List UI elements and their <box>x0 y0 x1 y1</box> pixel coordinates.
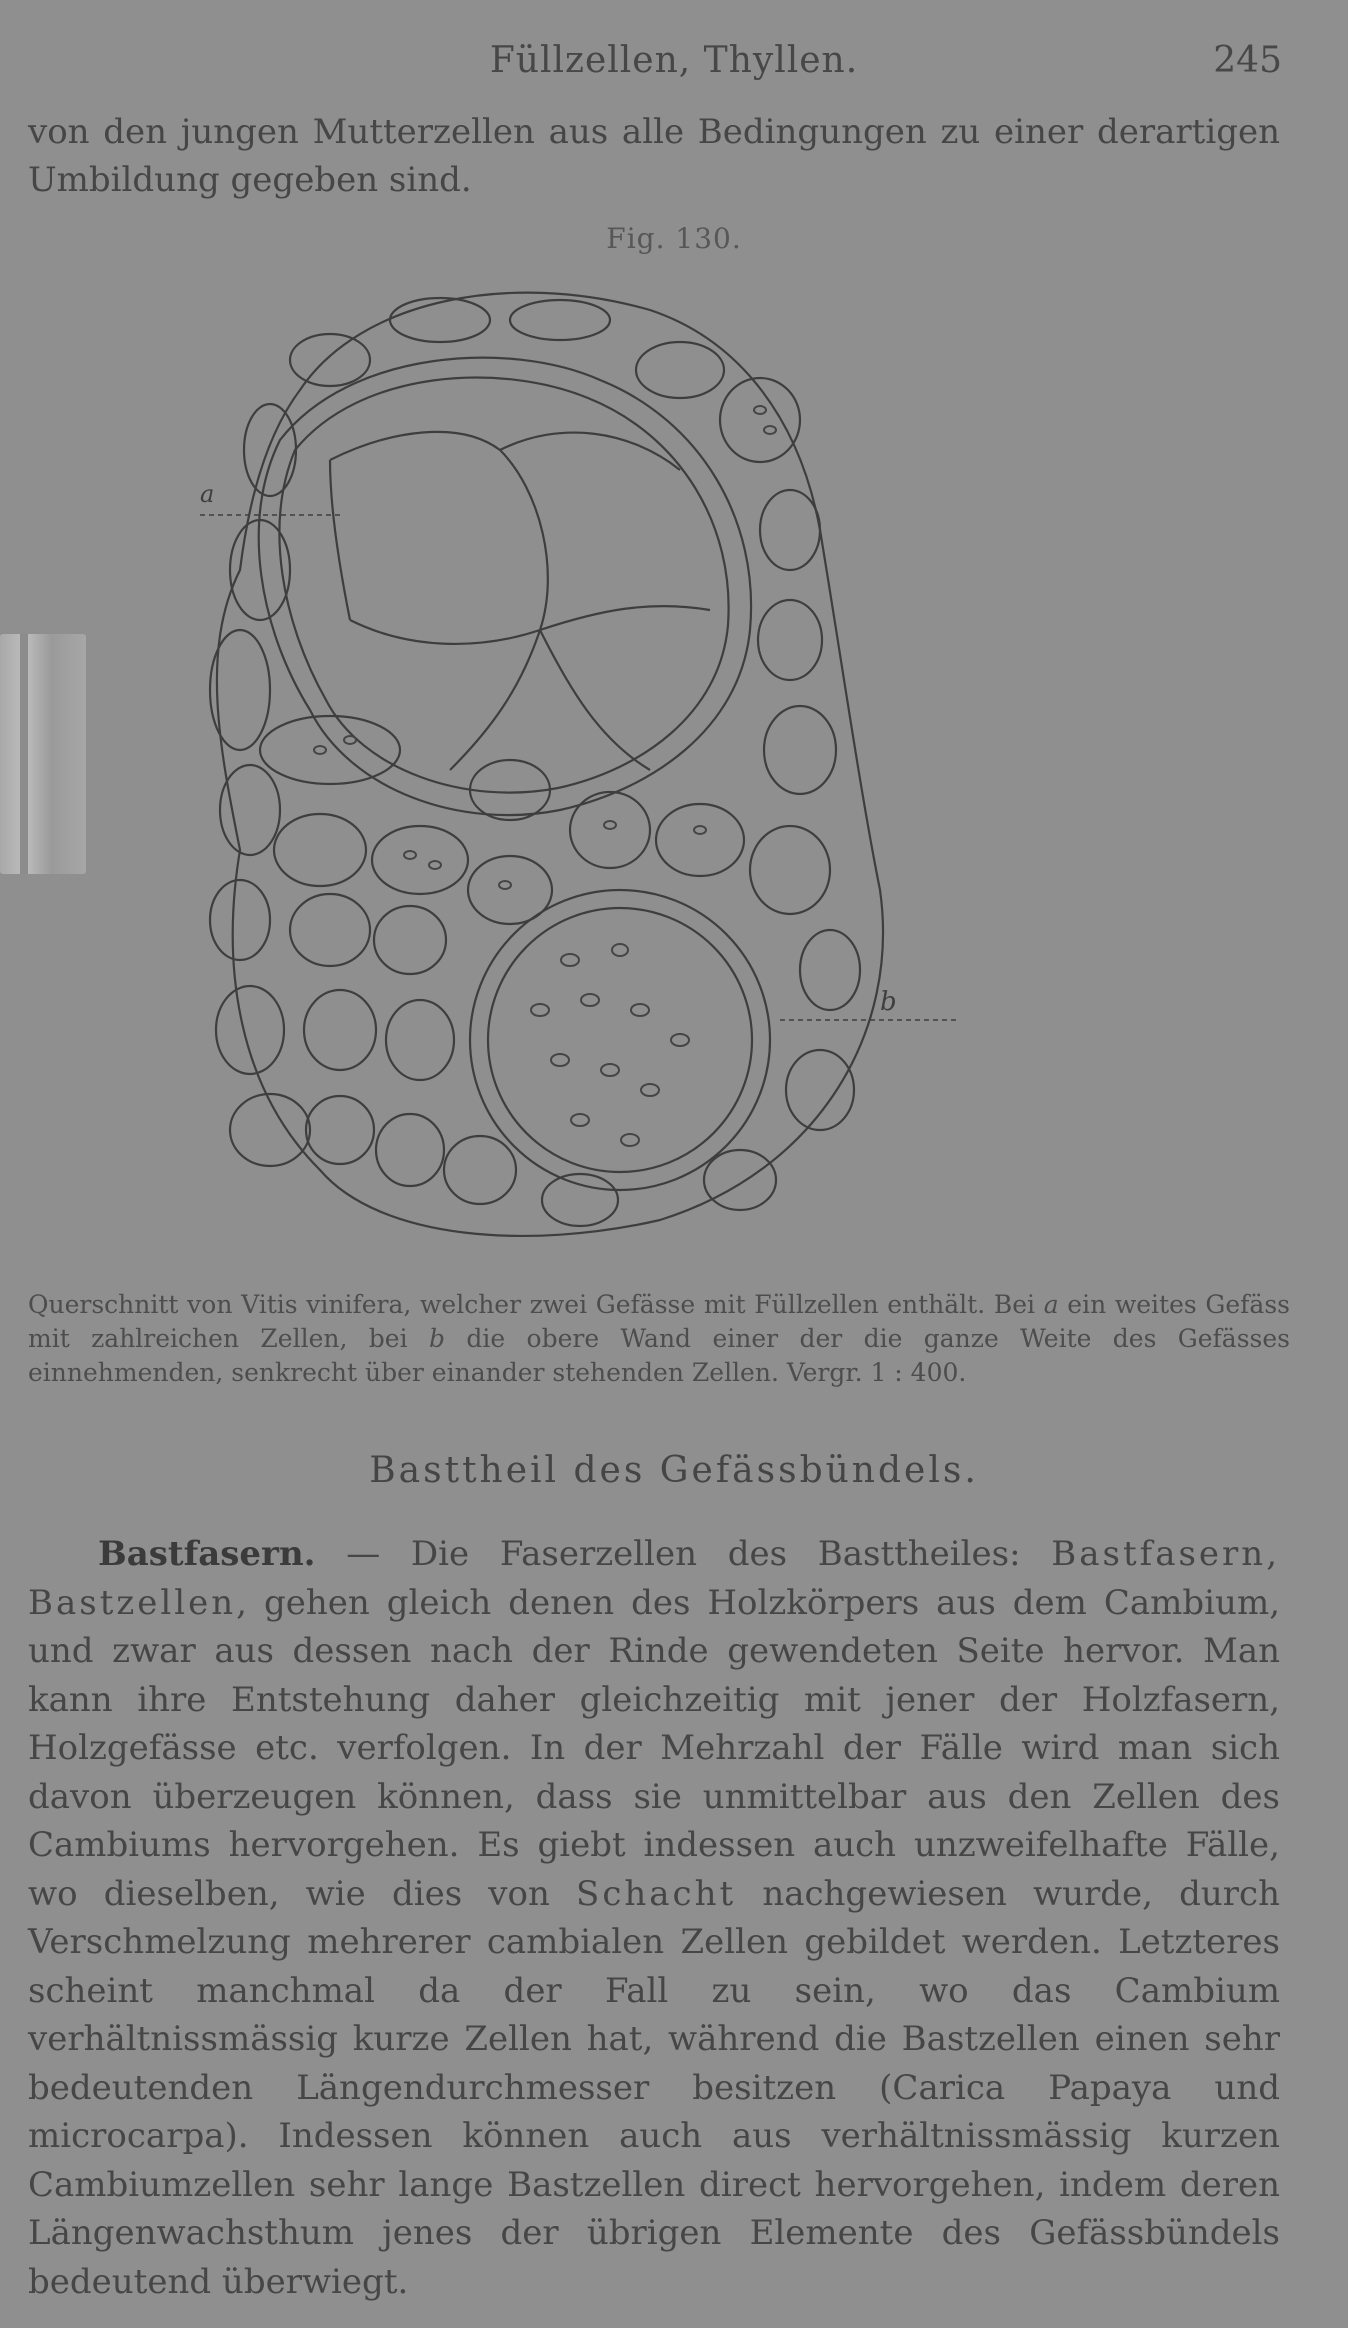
cell <box>290 334 370 386</box>
nucleus <box>604 821 616 829</box>
nucleus <box>429 861 441 869</box>
cell <box>230 1094 310 1166</box>
nucleus <box>531 1004 549 1016</box>
cell <box>386 1000 454 1080</box>
thyllae-walls <box>330 432 710 770</box>
cell <box>720 378 800 462</box>
cell <box>704 1150 776 1210</box>
cell <box>750 826 830 914</box>
caption-letter-b: b <box>428 1324 445 1353</box>
marker-b: b <box>880 987 897 1017</box>
cell <box>510 300 610 340</box>
nucleus <box>344 736 356 744</box>
cell <box>800 930 860 1010</box>
page-number: 245 <box>1213 40 1282 81</box>
nucleus <box>694 826 706 834</box>
run-in-heading: Bastfasern. <box>98 1534 316 1574</box>
nucleus <box>671 1034 689 1046</box>
nucleus <box>551 1054 569 1066</box>
cell <box>306 1096 374 1164</box>
caption-part3: die obere Wand einer der die ganze Weite des Gefässes einnehmenden, senkrecht über einander stehenden Zellen. Vergr. 1 : 400. <box>28 1324 1290 1387</box>
page-clip-groove <box>20 634 28 874</box>
cell <box>304 990 376 1070</box>
marker-a: a <box>200 480 215 508</box>
figure-caption <box>28 1288 1290 1390</box>
cell <box>444 1136 516 1204</box>
top-paragraph: von den jungen Mutterzellen aus alle Bedingungen zu einer derartigen Umbildung gegeben sind. <box>28 112 1280 200</box>
cell <box>468 856 552 924</box>
body-text-3: nachgewiesen wurde, durch Verschmelzung mehrerer cambialen Zellen gebildet werden. Letzteres scheint manchmal da der Fall zu sein, wo das Cambium verhältnissmässig kurze Zellen hat, während die Bastzellen einen sehr bedeutenden Längendurchmesser besitzen (Carica Papaya und microcarpa). Indessen können auch aus verhältnissmässig kurzen Cambiumzellen sehr lange Bastzellen direct hervorgehen, indem deren Längenwachsthum jenes der übrigen Elemente des Gefässbündels bedeutend überwiegt. <box>28 1873 1280 2302</box>
cell <box>390 298 490 342</box>
page-clip <box>0 634 86 874</box>
nucleus <box>571 1114 589 1126</box>
nucleus <box>621 1134 639 1146</box>
nucleus <box>601 1064 619 1076</box>
cell <box>290 894 370 966</box>
body-text-1: — Die Faserzellen des Basttheiles: <box>315 1534 1052 1574</box>
body-name-schacht: Schacht <box>576 1873 737 1914</box>
cell <box>542 1174 618 1226</box>
cell <box>376 1114 444 1186</box>
cell <box>764 706 836 794</box>
nucleus <box>631 1004 649 1016</box>
nucleus <box>641 1084 659 1096</box>
caption-part2: ein weites Gefäss mit zahlreichen Zellen, bei <box>28 1290 1290 1353</box>
nucleus <box>561 954 579 966</box>
nucleus <box>314 746 326 754</box>
cross-section-drawing <box>180 270 980 1250</box>
nucleus <box>404 851 416 859</box>
nucleus <box>612 944 628 956</box>
nucleus <box>764 426 776 434</box>
body-text-2: , gehen gleich denen des Holzkörpers aus dem Cambium, und zwar aus dessen nach der Rinde gewendeten Seite hervor. Man kann ihre Entstehung daher gleichzeitig mit jener der Holzfasern, Holzgefässe etc. verfolgen. In der Mehrzahl der Fälle wird man sich davon überzeugen können, dass sie unmittelbar aus den Zellen des Cambiums hervorgehen. Es giebt indessen auch unzweifelhafte Fälle, wo dieselben, wie dies von <box>28 1582 1280 1914</box>
cell <box>216 986 284 1074</box>
cell <box>760 490 820 570</box>
running-title: Füllzellen, Thyllen. <box>489 40 859 81</box>
nucleus <box>499 881 511 889</box>
caption-letter-a: a <box>1043 1290 1059 1319</box>
body-spaced-term: Bastfasern, Bastzellen <box>28 1534 1280 1623</box>
caption-part1: Querschnitt von Vitis vinifera, welcher zwei Gefässe mit Füllzellen enthält. Bei <box>28 1290 1044 1319</box>
body-paragraph <box>28 1530 1280 2306</box>
cell <box>274 814 366 886</box>
cell <box>210 880 270 960</box>
vessel-a-wall <box>259 358 751 815</box>
cell <box>260 716 400 784</box>
cell <box>656 804 744 876</box>
vessel-b-inner-wall <box>488 908 752 1172</box>
vessel-b-wall <box>470 890 770 1190</box>
nucleus <box>754 406 766 414</box>
cell <box>786 1050 854 1130</box>
cell <box>758 600 822 680</box>
running-head <box>0 40 1348 90</box>
cell <box>636 342 724 398</box>
figure-label: Fig. 130. <box>606 222 742 255</box>
cell <box>244 404 296 496</box>
figure-vitis-cross-section <box>180 270 980 1250</box>
nucleus <box>581 994 599 1006</box>
cell <box>374 906 446 974</box>
section-heading: Basttheil des Gefässbündels. <box>369 1450 979 1491</box>
vessel-a-inner-wall <box>279 378 728 793</box>
cell <box>220 765 280 855</box>
cell <box>372 826 468 894</box>
cell <box>210 630 270 750</box>
